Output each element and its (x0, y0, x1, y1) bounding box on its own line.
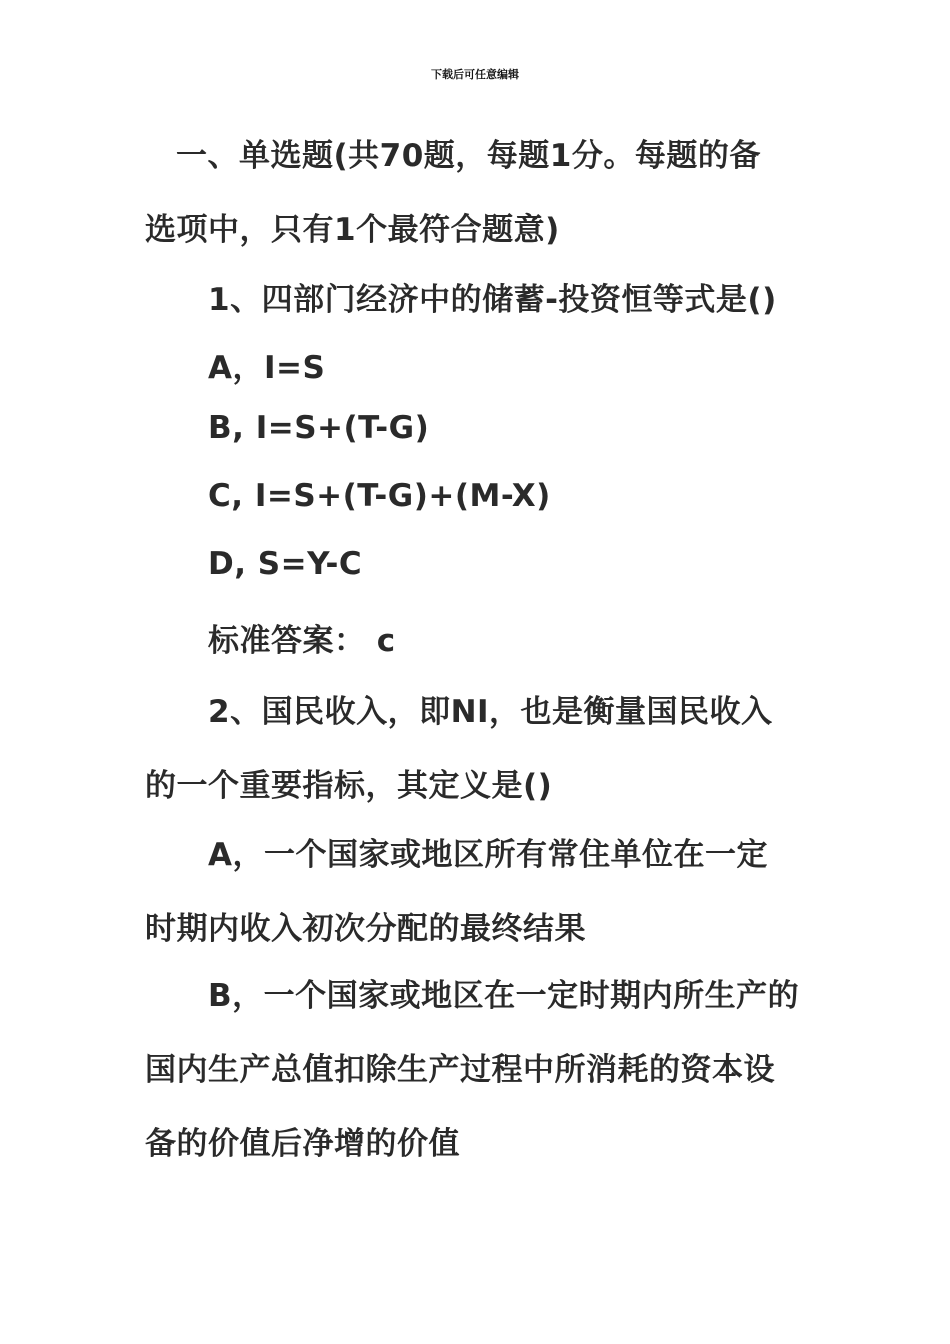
question-1-text: 1、四部门经济中的储蓄-投资恒等式是() (208, 282, 777, 318)
question-2-text-line-1: 2、国民收入，即NI，也是衡量国民收入 (208, 694, 773, 730)
question-2-option-b-line-2: 国内生产总值扣除生产过程中所消耗的资本设 (145, 1052, 775, 1088)
question-1-answer: 标准答案： c (208, 623, 396, 659)
question-1-option-b: B, I=S+(T-G) (208, 410, 430, 446)
question-1-option-d: D, S=Y-C (208, 546, 363, 582)
section-heading-line-2: 选项中，只有1个最符合题意) (145, 212, 560, 248)
question-2-option-b-line-1: B，一个国家或地区在一定时期内所生产的 (208, 978, 800, 1014)
question-2-option-a-line-2: 时期内收入初次分配的最终结果 (145, 911, 586, 947)
question-2-option-b-line-3: 备的价值后净增的价值 (145, 1126, 460, 1162)
question-2-text-line-2: 的一个重要指标，其定义是() (145, 768, 553, 804)
question-2-option-a-line-1: A，一个国家或地区所有常住单位在一定 (208, 837, 768, 873)
question-1-option-a: A，I=S (208, 350, 326, 386)
section-heading-line-1: 一、单选题(共70题，每题1分。每题的备 (176, 138, 761, 174)
question-1-option-c: C, I=S+(T-G)+(M-X) (208, 478, 551, 514)
page-header: 下载后可任意编辑 (431, 68, 519, 81)
